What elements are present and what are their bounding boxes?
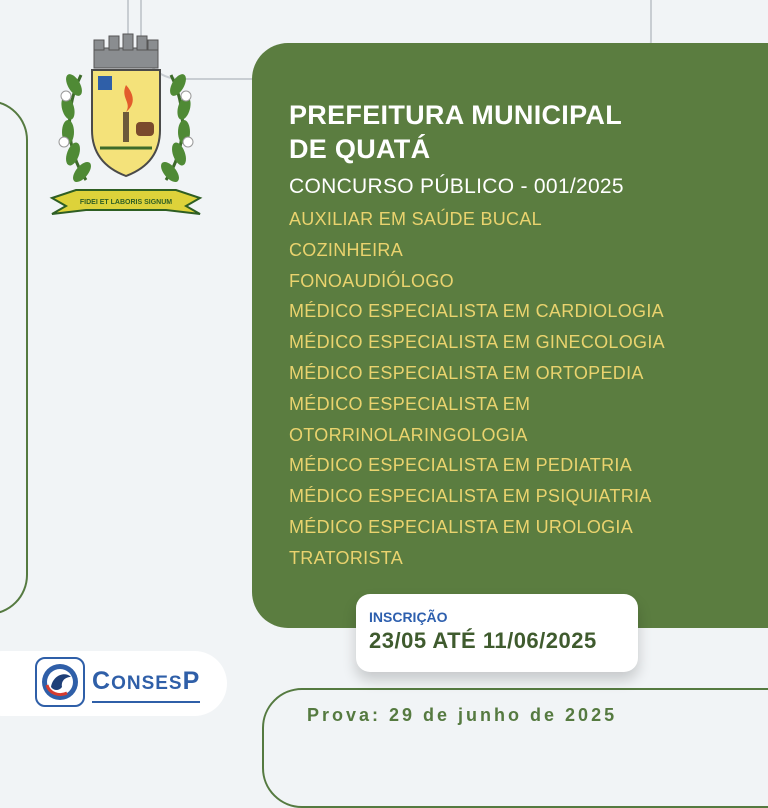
registration-label: INSCRIÇÃO xyxy=(369,609,448,625)
job-item: MÉDICO ESPECIALISTA EM UROLOGIA xyxy=(289,516,634,537)
crest-motto: FIDEI ET LABORIS SIGNUM xyxy=(79,199,173,206)
job-item: TRATORISTA xyxy=(289,547,404,568)
consesp-wordmark: CONSESP xyxy=(92,667,201,695)
job-item: MÉDICO ESPECIALISTA EM PEDIATRIA xyxy=(289,455,633,476)
exam-date: Prova: 29 de junho de 2025 xyxy=(307,705,618,725)
municipal-crest-icon xyxy=(46,30,206,222)
title-line-2: DE QUATÁ xyxy=(289,134,431,164)
job-item: FONOAUDIÓLOGO xyxy=(289,270,454,291)
job-item: MÉDICO ESPECIALISTA EM ORTOPEDIA xyxy=(289,362,644,383)
registration-card xyxy=(356,594,638,672)
job-item: COZINHEIRA xyxy=(289,239,404,260)
job-item: MÉDICO ESPECIALISTA EM GINECOLOGIA xyxy=(289,332,665,353)
page-title xyxy=(289,98,709,166)
consesp-logo-badge xyxy=(0,651,227,716)
registration-dates: 23/05 ATÉ 11/06/2025 xyxy=(369,628,597,653)
title-line-1: PREFEITURA MUNICIPAL xyxy=(289,100,622,130)
contest-subtitle: CONCURSO PÚBLICO - 001/2025 xyxy=(289,175,624,198)
job-item: MÉDICO ESPECIALISTA EM CARDIOLOGIA xyxy=(289,301,664,322)
content-panel xyxy=(252,43,768,628)
decorative-outline-left xyxy=(0,100,28,615)
consesp-emblem-icon xyxy=(35,657,85,707)
job-list xyxy=(289,204,768,574)
job-item: MÉDICO ESPECIALISTA EM xyxy=(289,393,531,414)
job-item: MÉDICO ESPECIALISTA EM PSIQUIATRIA xyxy=(289,486,652,507)
job-item: OTORRINOLARINGOLOGIA xyxy=(289,424,528,445)
consesp-underline xyxy=(92,701,200,703)
job-item: AUXILIAR EM SAÚDE BUCAL xyxy=(289,209,542,229)
